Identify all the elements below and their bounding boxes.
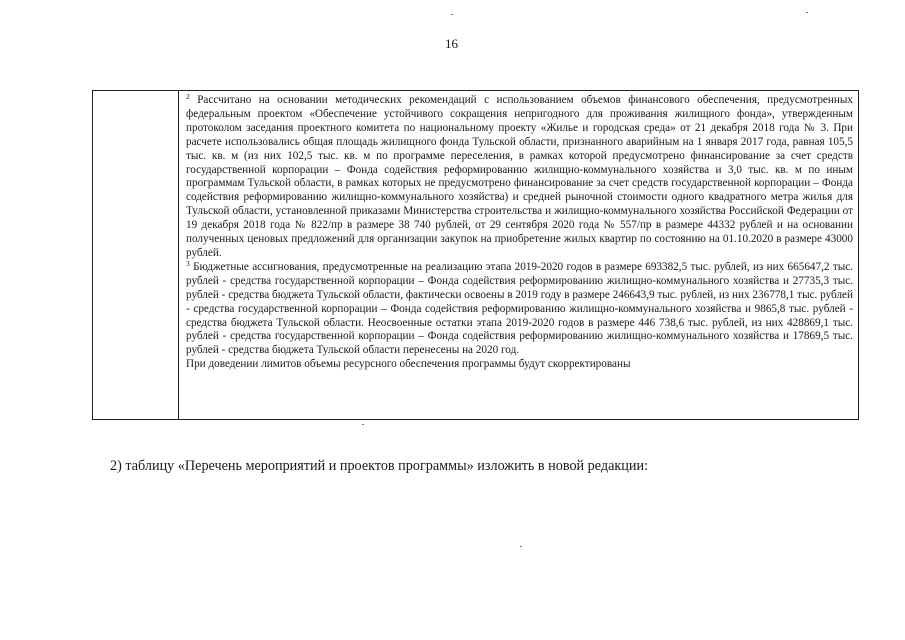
footnote-marker: 2 [186, 92, 190, 101]
footnote-table [92, 90, 859, 420]
footnote-marker: 3 [186, 258, 190, 268]
scan-speck [451, 14, 453, 15]
instruction-paragraph: 2) таблицу «Перечень мероприятий и проектов программы» изложить в новой редакции: [110, 458, 649, 474]
footnote-3 [186, 258, 853, 358]
table-column-divider [178, 91, 179, 419]
footnote-2 [186, 94, 853, 261]
scan-speck [362, 424, 364, 425]
footnote-text: Бюджетные ассигнования, предусмотренные на реализацию этапа 2019-2020 годов в размере 693382,5 тыс. рублей, из них 665647,2 тыс. рублей - средства государственной корпорации – Фонда содействия реформированию жилищно-коммунального хозяйства и 27735,3 тыс. рублей - средства бюджета Тульской области, фактически освоены в 2019 году в размере 246643,9 тыс. рублей, из них 236778,1 тыс. рублей - средства государственной корпорации – Фонда содействия реформированию жилищно-коммунального хозяйства и 9865,8 тыс. рублей - средства бюджета Тульской области. Неосвоенные остатки этапа 2019-2020 годов в размере 446 738,6 тыс. рублей, из них 428869,1 тыс. рублей - средства государственной корпорации – Фонда содействия реформированию жилищно-коммунального хозяйства и 17869,5 тыс. рублей - средства бюджета Тульской области перенесены на 2020 год. [186, 260, 853, 357]
footnote-text: Рассчитано на основании методических рекомендаций с использованием объемов финансового обеспечения, предусмотренных федеральным проектом «Обеспечение устойчивого сокращения непригодного для проживания жилищного фонда», утвержденным протоколом заседания проектного комитета по национальному проекту «Жилье и городская среда» от 21 декабря 2018 года № 3. При расчете использовались общая площадь жилищного фонда Тульской области, признанного аварийным на 1 января 2017 года, равная 105,5 тыс. кв. м (из них 102,5 тыс. кв. м по программе переселения, в рамках которой предусмотрено финансирование за счет средств государственной корпорации – Фонда содействия реформированию жилищно-коммунального хозяйства и 3,0 тыс. кв. м по иным программам Тульской области, в рамках которых не предусмотрено финансирование за счет средств государственной корпорации – Фонда содействия реформированию жилищно-коммунального хозяйства) и средней рыночной стоимости одного квадратного метра жилья для Тульской области, установленной приказами Министерства строительства и жилищно-коммунального хозяйства Российской Федерации от 19 декабря 2018 года № 822/пр в размере 38 740 рублей, от 29 сентября 2020 года № 557/пр в размере 44332 рублей и на основании полученных ценовых предложений для организации закупок на приобретение жилых квартир по состоянию на 01.10.2020 в размере 43000 рублей. [186, 94, 853, 259]
scan-speck [806, 12, 808, 13]
closing-note: При доведении лимитов объемы ресурсного обеспечения программы будут скорректированы [186, 358, 631, 371]
footnote-cell [186, 94, 853, 372]
page-number: 16 [445, 36, 458, 51]
scan-speck [520, 546, 522, 547]
